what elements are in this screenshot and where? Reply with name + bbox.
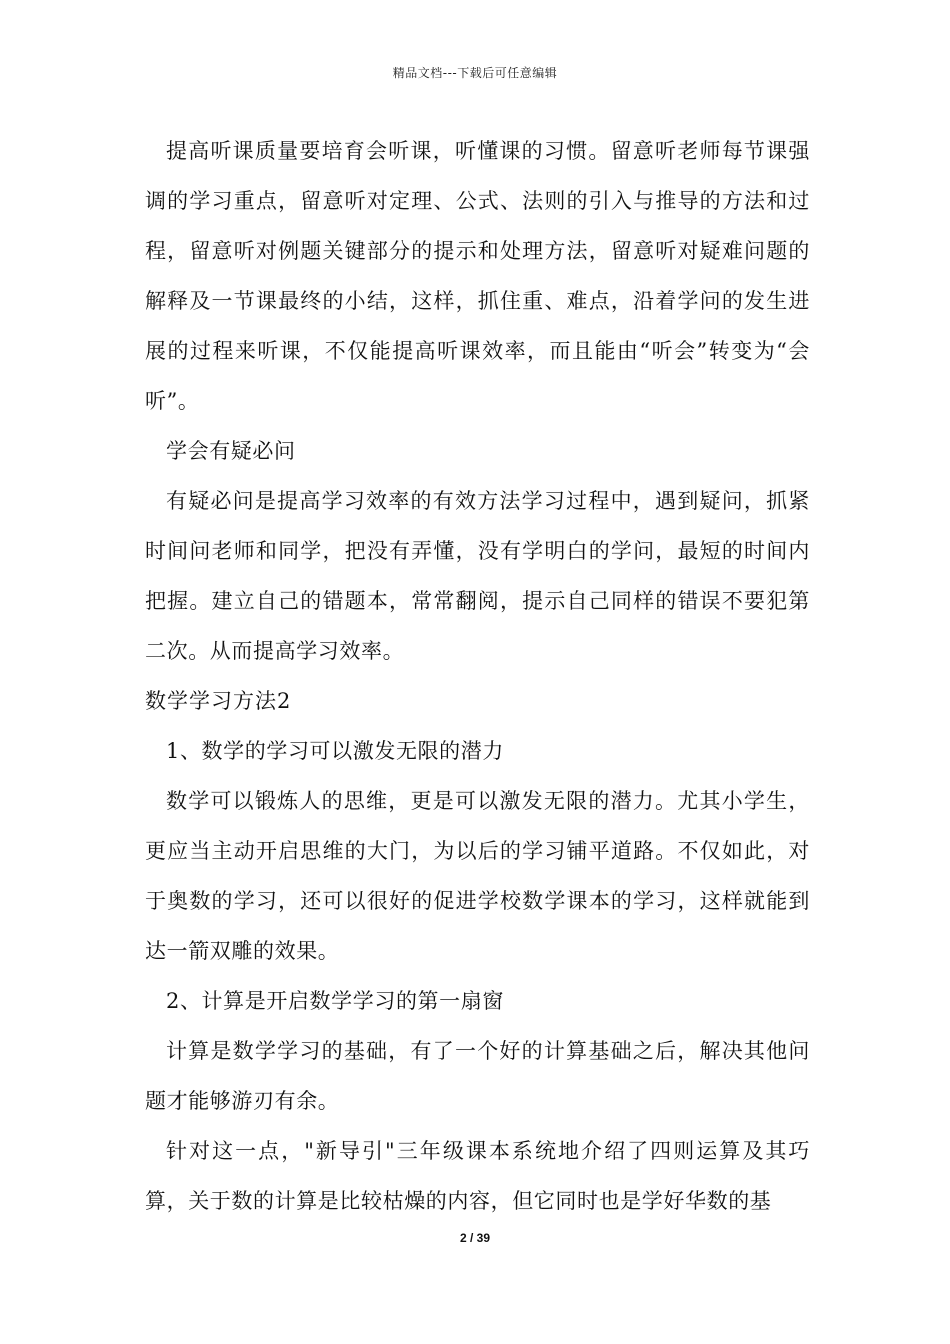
page-number: 2 / 39 bbox=[459, 1231, 491, 1245]
paragraph-listening: 提高听课质量要培育会听课，听懂课的习惯。留意听老师每节课强调的学习重点，留意听对定理、公式、法则的引入与推导的方法和过程，留意听对例题关键部分的提示和处理方法，留意听对疑难问题的解释及一节课最终的小结，这样，抓住重、难点，沿着学问的发生进展的过程来听课，不仅能提高听课效率，而且能由“听会”转变为“会听”。 bbox=[145, 139, 810, 413]
paragraph-textbook: 针对这一点，"新导引"三年级课本系统地介绍了四则运算及其巧算，关于数的计算是比较枯燥的内容，但它同时也是学好华数的基 bbox=[145, 1139, 810, 1213]
page-header: 精品文档---下载后可任意编辑 bbox=[392, 66, 558, 80]
subheading-ask-questions: 学会有疑必问 bbox=[166, 439, 296, 463]
paragraph-ask-questions: 有疑必问是提高学习效率的有效方法学习过程中，遇到疑问，抓紧时间问老师和同学，把没有弄懂，没有学明白的学问，最短的时间内把握。建立自己的错题本，常常翻阅，提示自己同样的错误不要犯第二次。从而提高学习效率。 bbox=[145, 489, 810, 663]
section-heading-method-2: 数学学习方法2 bbox=[145, 689, 292, 713]
subheading-potential: 1、数学的学习可以激发无限的潜力 bbox=[166, 739, 504, 763]
paragraph-calculation-basis: 计算是数学学习的基础，有了一个好的计算基础之后，解决其他问题才能够游刃有余。 bbox=[145, 1039, 810, 1113]
subheading-calculation: 2、计算是开启数学学习的第一扇窗 bbox=[166, 989, 504, 1013]
document-body bbox=[145, 126, 810, 1226]
paragraph-potential: 数学可以锻炼人的思维，更是可以激发无限的潜力。尤其小学生，更应当主动开启思维的大门，为以后的学习铺平道路。不仅如此，对于奥数的学习，还可以很好的促进学校数学课本的学习，这样就能到达一箭双雕的效果。 bbox=[145, 789, 810, 963]
